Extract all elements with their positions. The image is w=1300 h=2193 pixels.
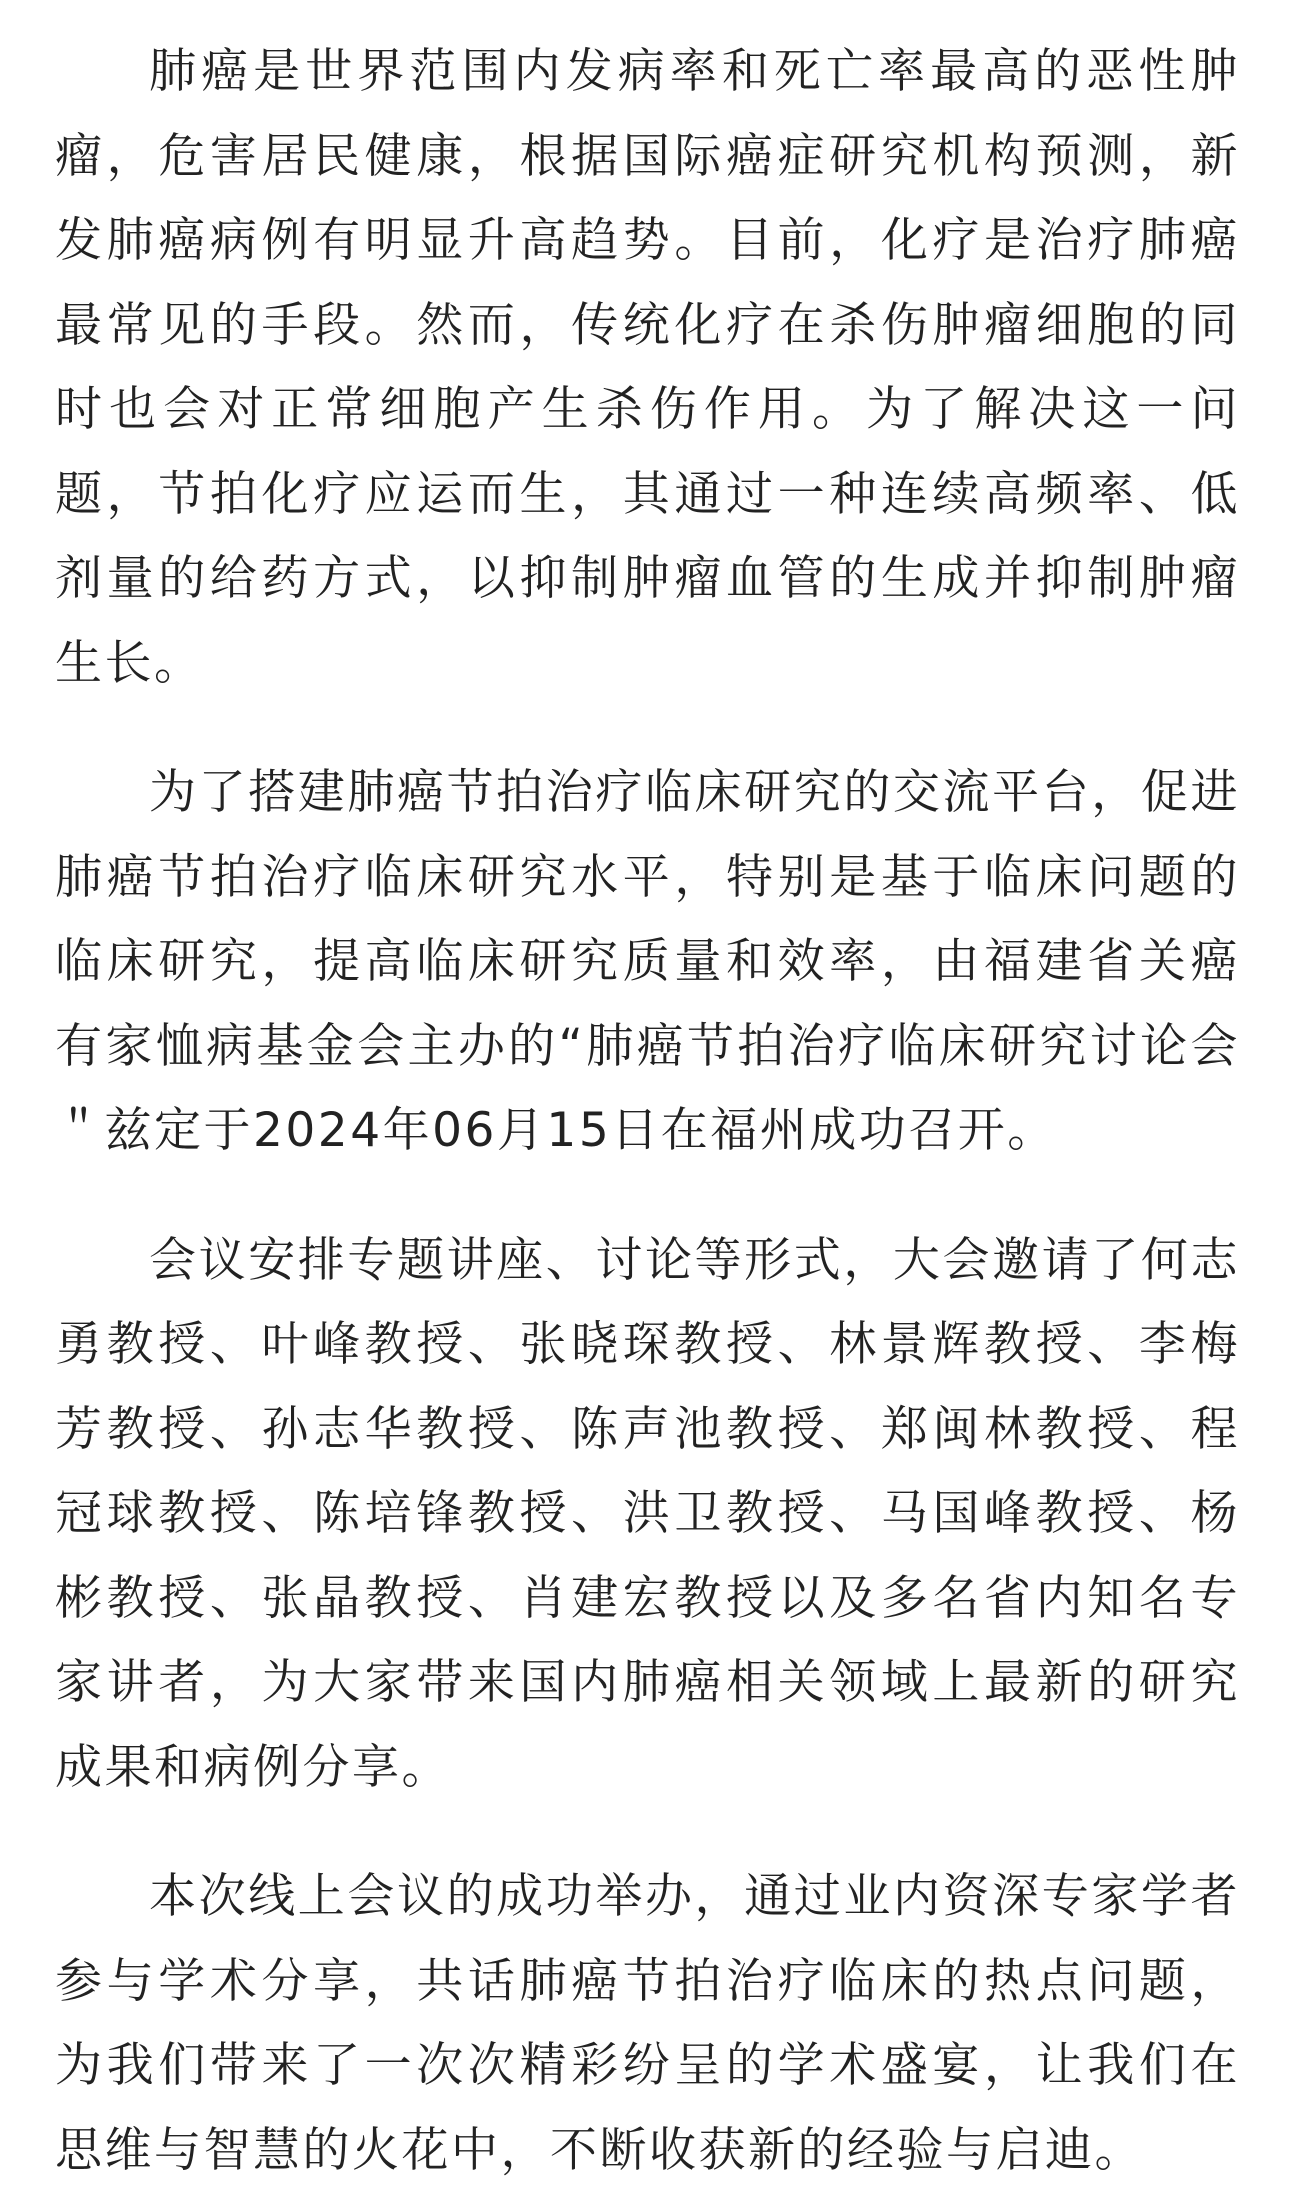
paragraph-conclusion: 本次线上会议的成功举办，通过业内资深专家学者参与学术分享，共话肺癌节拍治疗临床的热点问题，为我们带来了一次次精彩纷呈的学术盛宴，让我们在思维与智慧的火花中，不断收获新的经验与启迪。 bbox=[55, 1869, 1240, 2178]
paragraph-meeting-announcement: 为了搭建肺癌节拍治疗临床研究的交流平台，促进肺癌节拍治疗临床研究水平，特别是基于临床问题的临床研究，提高临床研究质量和效率，由福建省关癌有家恤病基金会主办的“肺癌节拍治疗临床研究讨论会＂兹定于2024年06月15日在福州成功召开。 bbox=[55, 765, 1240, 1158]
paragraph-speakers: 会议安排专题讲座、讨论等形式，大会邀请了何志勇教授、叶峰教授、张晓琛教授、林景辉教授、李梅芳教授、孙志华教授、陈声池教授、郑闽林教授、程冠球教授、陈培锋教授、洪卫教授、马国峰教授、杨彬教授、张晶教授、肖建宏教授以及多名省内知名专家讲者，为大家带来国内肺癌相关领域上最新的研究成果和病例分享。 bbox=[55, 1232, 1240, 1795]
paragraph-background: 肺癌是世界范围内发病率和死亡率最高的恶性肿瘤，危害居民健康，根据国际癌症研究机构预测，新发肺癌病例有明显升高趋势。目前，化疗是治疗肺癌最常见的手段。然而，传统化疗在杀伤肿瘤细胞的同时也会对正常细胞产生杀伤作用。为了解决这一问题，节拍化疗应运而生，其通过一种连续高频率、低剂量的给药方式，以抑制肿瘤血管的生成并抑制肿瘤生长。 bbox=[55, 44, 1240, 691]
